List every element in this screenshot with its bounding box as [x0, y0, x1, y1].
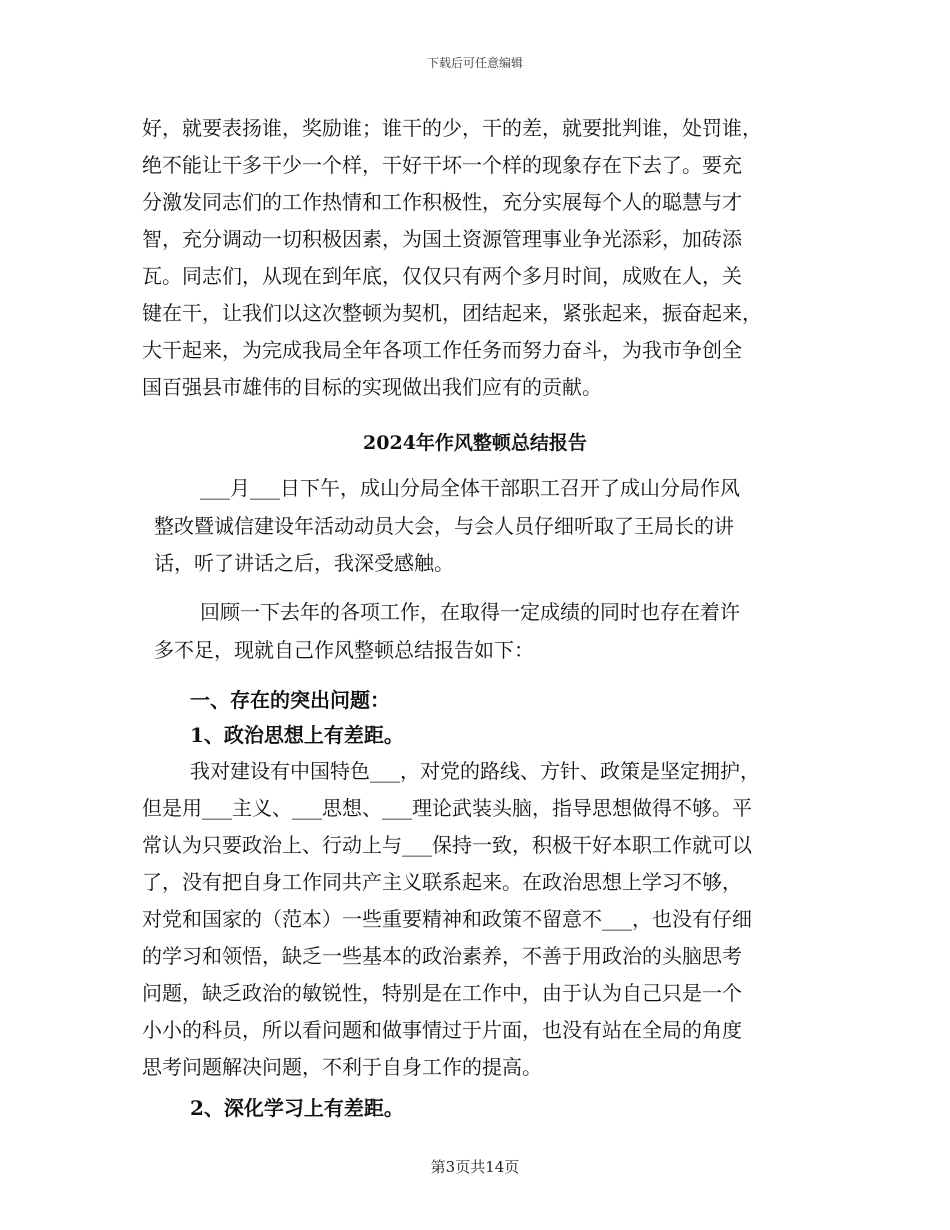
page-footer: 第3页共14页	[430, 1158, 520, 1176]
para3-line-2: 但是用___主义、___思想、___理论武装头脑，指导思想做得不够。平	[142, 796, 752, 820]
intro-line-7: 大干起来，为完成我局全年各项工作任务而努力奋斗，为我市争创全	[142, 338, 742, 362]
para3-line-9: 思考问题解决问题，不利于自身工作的提高。	[142, 1055, 542, 1079]
para3-line-1: 我对建设有中国特色___，对党的路线、方针、政策是坚定拥护，	[190, 759, 760, 783]
page-header: 下载后可任意编辑	[426, 56, 523, 70]
para3-line-3: 常认为只要政治上、行动上与___保持一致，积极干好本职工作就可以	[142, 833, 752, 857]
intro-line-3: 分激发同志们的工作热情和工作积极性，充分实展每个人的聪慧与才	[142, 190, 742, 214]
para1-line-1: ___月___日下午，成山分局全体干部职工召开了成山分局作风	[200, 476, 740, 500]
para3-line-8: 小小的科员，所以看问题和做事情过于片面，也没有站在全局的角度	[142, 1018, 742, 1042]
intro-line-6: 键在干，让我们以这次整顿为契机，团结起来，紧张起来，振奋起来，	[142, 301, 762, 325]
para3-line-5: 对党和国家的（范本）一些重要精神和政策不留意不___，也没有仔细	[142, 907, 752, 931]
subsection1-heading: 1、政治思想上有差距。	[190, 723, 404, 747]
para1-line-2: 整改暨诚信建设年活动动员大会，与会人员仔细听取了王局长的讲	[154, 514, 734, 538]
para3-line-7: 问题，缺乏政治的敏锐性，特别是在工作中，由于认为自己只是一个	[142, 981, 742, 1005]
para2-line-2: 多不足，现就自己作风整顿总结报告如下：	[154, 638, 534, 662]
subsection2-heading: 2、深化学习上有差距。	[190, 1096, 404, 1120]
intro-line-4: 智，充分调动一切积极因素，为国土资源管理事业争光添彩，加砖添	[142, 227, 742, 251]
para1-line-3: 话，听了讲话之后，我深受感触。	[154, 551, 454, 575]
report-title: 2024年作风整顿总结报告	[363, 432, 587, 454]
para3-line-6: 的学习和领悟，缺乏一些基本的政治素养，不善于用政治的头脑思考	[142, 944, 742, 968]
para3-line-4: 了，没有把自身工作同共产主义联系起来。在政治思想上学习不够，	[142, 870, 742, 894]
intro-line-1: 好，就要表扬谁，奖励谁；谁干的少，干的差，就要批判谁，处罚谁，	[142, 116, 762, 140]
intro-line-8: 国百强县市雄伟的目标的实现做出我们应有的贡献。	[142, 375, 602, 399]
intro-line-5: 瓦。同志们，从现在到年底，仅仅只有两个多月时间，成败在人，关	[142, 264, 742, 288]
section1-heading: 一、存在的突出问题：	[190, 688, 390, 712]
intro-line-2: 绝不能让干多干少一个样，干好干坏一个样的现象存在下去了。要充	[142, 153, 742, 177]
para2-line-1: 回顾一下去年的各项工作，在取得一定成绩的同时也存在着许	[200, 600, 740, 624]
